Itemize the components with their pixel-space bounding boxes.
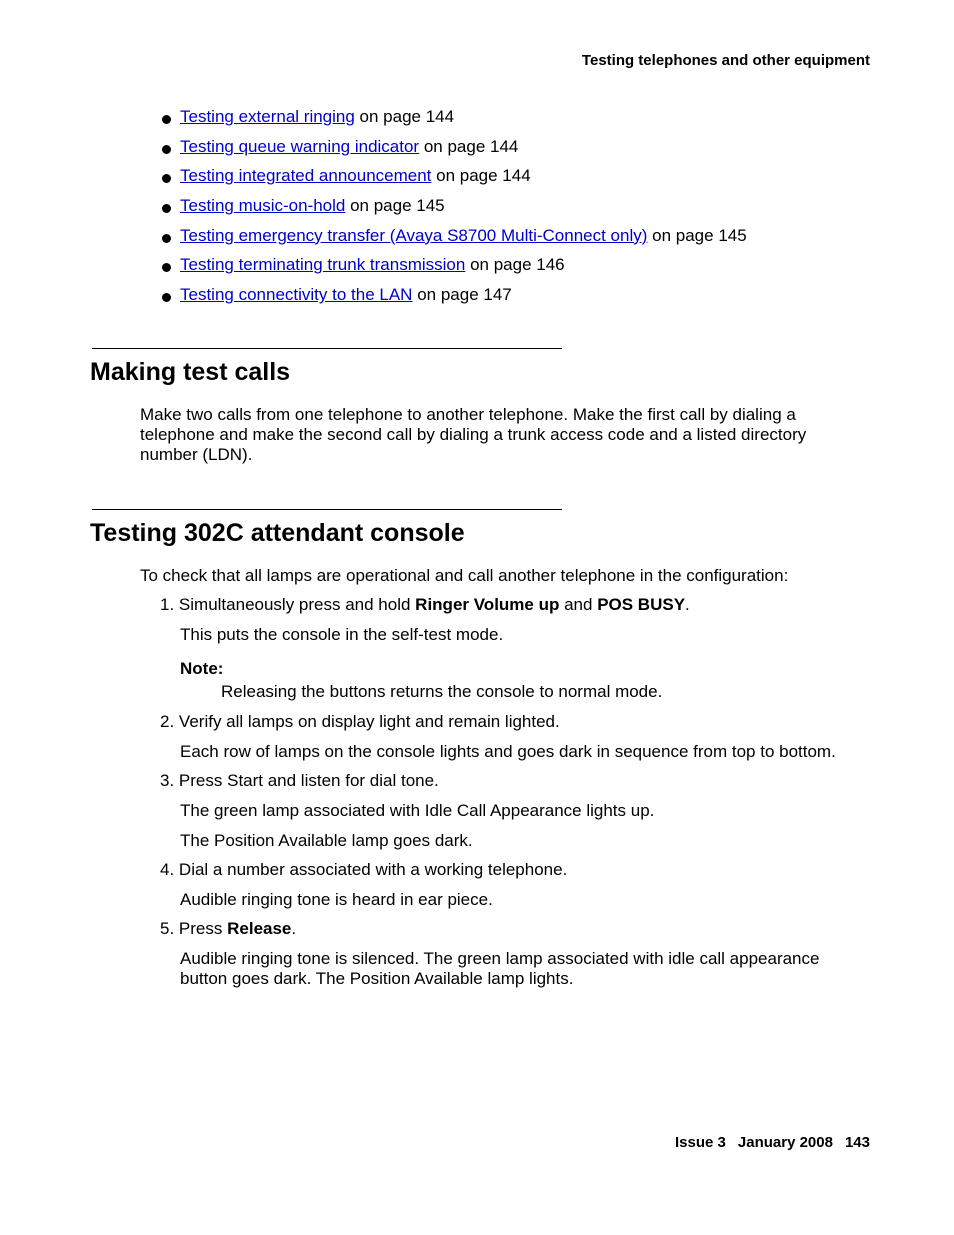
bullet-icon [162, 174, 171, 183]
bullet-icon [162, 234, 171, 243]
step-result: Audible ringing tone is silenced. The green lamp associated with idle call appearance [180, 949, 820, 968]
key-ringer-volume-up: Ringer Volume up [415, 595, 560, 614]
step-number: 1. [160, 595, 175, 614]
paragraph-line: telephone and make the second call by dialing a trunk access code and a listed directory [140, 425, 807, 444]
step-number: 2. [160, 712, 175, 731]
link-music-on-hold[interactable]: Testing music-on-hold [180, 196, 346, 216]
step-4: 4. Dial a number associated with a working telephone. [160, 860, 568, 879]
step-number: 4. [160, 860, 175, 879]
step-3: 3. Press Start and listen for dial tone. [160, 771, 439, 790]
step-result: Each row of lamps on the console lights and goes dark in sequence from top to bottom. [180, 742, 836, 761]
list-item: Testing music-on-hold on page 145 [160, 194, 747, 224]
list-item: Testing external ringing on page 144 [160, 105, 747, 135]
step-result: The green lamp associated with Idle Call Appearance lights up. [180, 801, 655, 820]
link-integrated-announcement[interactable]: Testing integrated announcement [180, 166, 432, 186]
bullet-icon [162, 293, 171, 302]
bullet-icon [162, 263, 171, 272]
step-result: The Position Available lamp goes dark. [180, 831, 473, 850]
page-footer [675, 1134, 870, 1151]
link-emergency-transfer[interactable]: Testing emergency transfer (Avaya S8700 Multi-Connect only) [180, 225, 648, 245]
paragraph-line: number (LDN). [140, 445, 253, 464]
link-lan-connectivity[interactable]: Testing connectivity to the LAN [180, 285, 413, 305]
running-header: Testing telephones and other equipment [581, 52, 870, 69]
list-item: Testing terminating trunk transmission on page 146 [160, 253, 747, 283]
key-release: Release [227, 919, 292, 938]
step-result: This puts the console in the self-test mode. [180, 625, 504, 644]
paragraph-line: Make two calls from one telephone to another telephone. Make the first call by dialing a [140, 405, 796, 424]
bullet-icon [162, 115, 171, 124]
link-queue-warning[interactable]: Testing queue warning indicator [180, 136, 420, 156]
step-2: 2. Verify all lamps on display light and remain lighted. [160, 712, 560, 731]
link-list [160, 105, 747, 313]
section-divider [92, 509, 562, 510]
issue-label: Issue 3 [675, 1134, 726, 1151]
list-item: Testing connectivity to the LAN on page 147 [160, 283, 747, 313]
link-external-ringing[interactable]: Testing external ringing [180, 107, 355, 126]
step-5: 5. Press Release. [160, 919, 297, 938]
key-pos-busy: POS BUSY [597, 595, 686, 614]
step-number: 5. [160, 919, 175, 938]
intro-text: To check that all lamps are operational and call another telephone in the configuration: [140, 566, 789, 585]
note-text: Releasing the buttons returns the console to normal mode. [221, 682, 663, 701]
bullet-icon [162, 204, 171, 213]
bullet-icon [162, 145, 171, 154]
link-trunk-transmission[interactable]: Testing terminating trunk transmission [180, 255, 466, 275]
note-label: Note: [180, 659, 224, 678]
issue-date: January 2008 [737, 1134, 833, 1151]
list-item: Testing emergency transfer (Avaya S8700 Multi-Connect only) on page 145 [160, 224, 747, 254]
step-number: 3. [160, 771, 175, 790]
section-divider [92, 348, 562, 349]
list-item: Testing integrated announcement on page 144 [160, 164, 747, 194]
step-1: 1. Simultaneously press and hold Ringer Volume up and POS BUSY. [160, 595, 690, 614]
step-result: button goes dark. The Position Available lamp lights. [180, 969, 574, 988]
section-title-attendant-console: Testing 302C attendant console [90, 519, 465, 547]
section-title-test-calls: Making test calls [90, 358, 291, 386]
step-result: Audible ringing tone is heard in ear piece. [180, 890, 493, 909]
list-item: Testing queue warning indicator on page 144 [160, 135, 747, 165]
page-number: 143 [844, 1134, 870, 1151]
